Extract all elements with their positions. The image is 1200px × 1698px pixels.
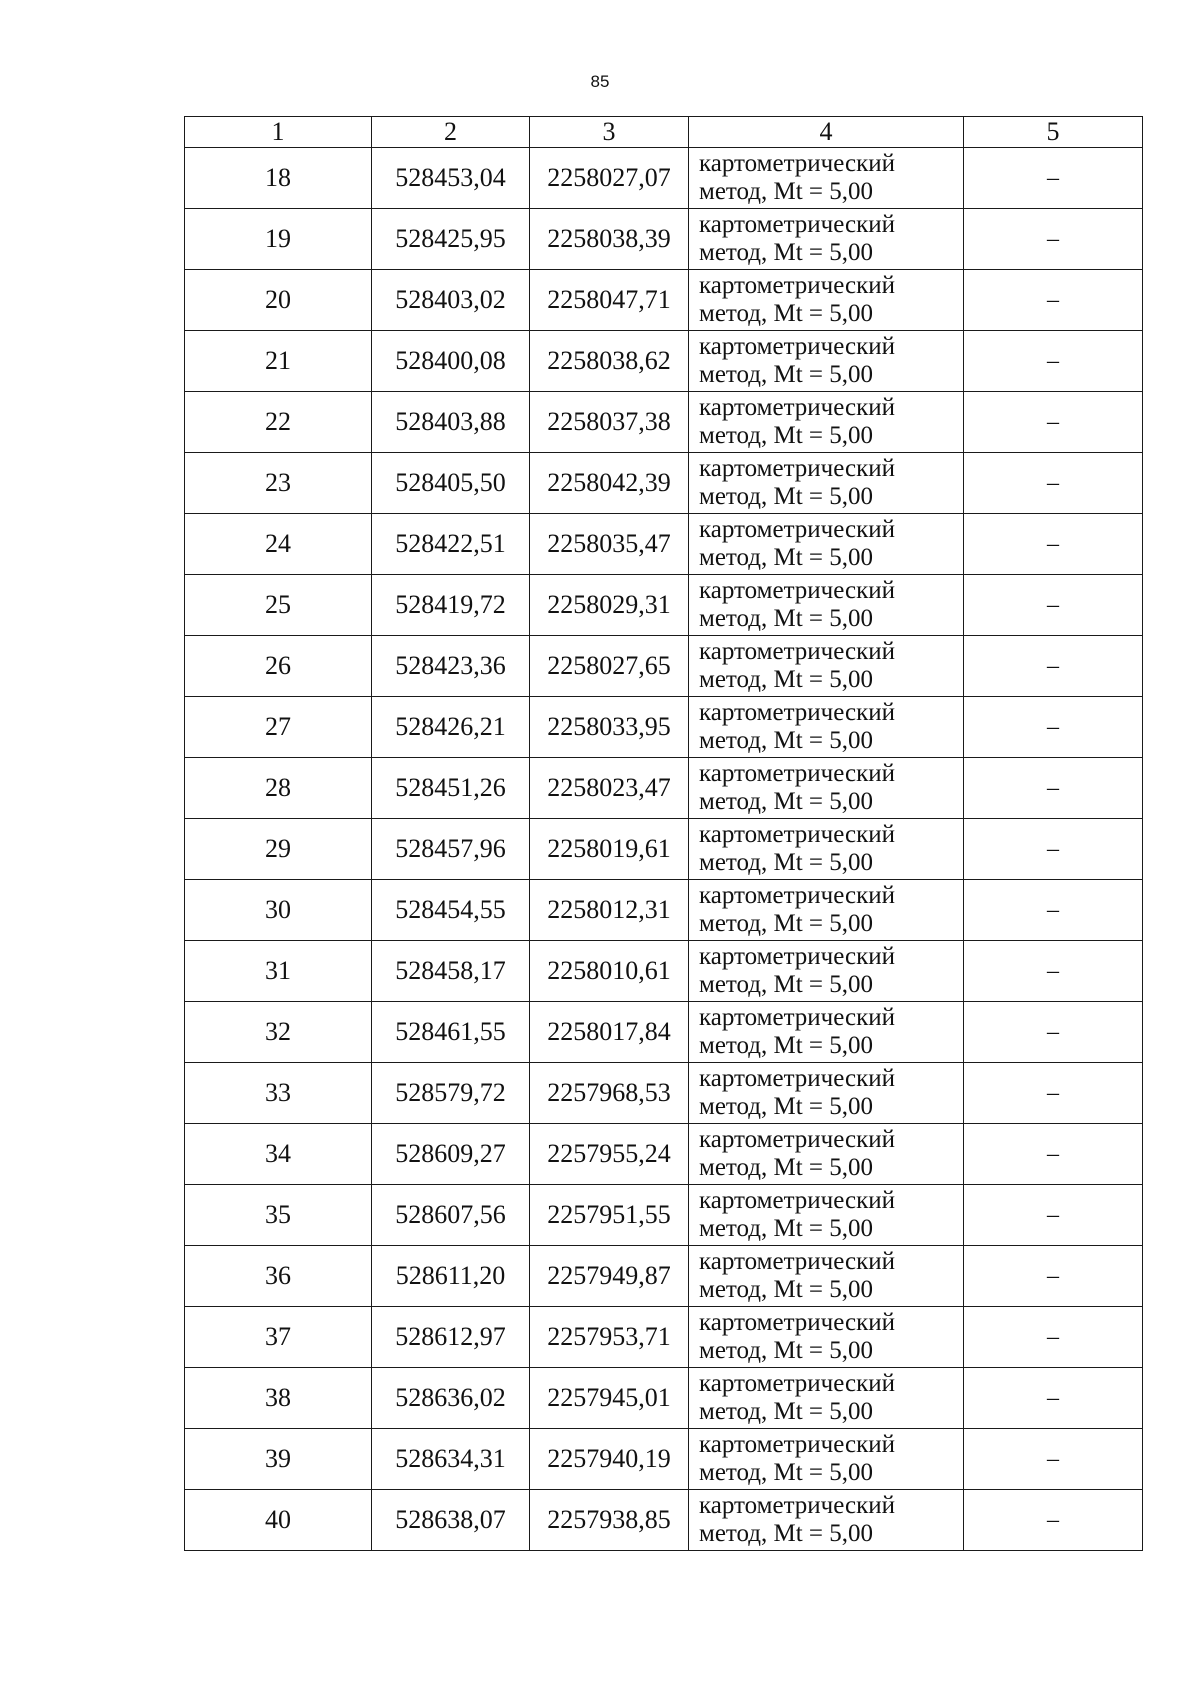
method-cell <box>689 1429 964 1490</box>
method-line-1: картометрический <box>699 882 895 909</box>
point-number: 36 <box>185 1246 372 1307</box>
method-cell <box>689 1246 964 1307</box>
method-line-1: картометрический <box>699 943 895 970</box>
method-line-2: метод, Mt = 5,00 <box>699 422 874 449</box>
table-row <box>185 1429 1143 1490</box>
col5-value: – <box>964 1063 1143 1124</box>
col5-value: – <box>964 392 1143 453</box>
coordinate-x: 528403,02 <box>372 270 530 331</box>
method-line-1: картометрический <box>699 760 895 787</box>
point-number: 25 <box>185 575 372 636</box>
page-number: 85 <box>590 72 610 91</box>
method-line-2: метод, Mt = 5,00 <box>699 1032 874 1059</box>
coordinate-y: 2258027,07 <box>530 148 689 209</box>
coordinate-y: 2258029,31 <box>530 575 689 636</box>
method-line-1: картометрический <box>699 394 895 421</box>
coordinate-x: 528457,96 <box>372 819 530 880</box>
method-line-1: картометрический <box>699 272 895 299</box>
table-header <box>185 117 1143 148</box>
col5-value: – <box>964 1185 1143 1246</box>
method-line-2: метод, Mt = 5,00 <box>699 178 874 205</box>
coordinate-x: 528636,02 <box>372 1368 530 1429</box>
coordinate-x: 528579,72 <box>372 1063 530 1124</box>
col5-value: – <box>964 1124 1143 1185</box>
header-col-3: 3 <box>530 117 689 148</box>
method-line-1: картометрический <box>699 821 895 848</box>
method-line-2: метод, Mt = 5,00 <box>699 1215 874 1242</box>
method-cell <box>689 941 964 1002</box>
method-cell <box>689 1124 964 1185</box>
coordinate-x: 528451,26 <box>372 758 530 819</box>
method-cell <box>689 209 964 270</box>
method-cell <box>689 1307 964 1368</box>
method-line-1: картометрический <box>699 455 895 482</box>
coordinate-x: 528419,72 <box>372 575 530 636</box>
coordinate-x: 528607,56 <box>372 1185 530 1246</box>
coordinate-y: 2257968,53 <box>530 1063 689 1124</box>
method-cell <box>689 270 964 331</box>
table-row <box>185 514 1143 575</box>
point-number: 22 <box>185 392 372 453</box>
point-number: 24 <box>185 514 372 575</box>
method-line-1: картометрический <box>699 1492 895 1519</box>
point-number: 19 <box>185 209 372 270</box>
method-line-2: метод, Mt = 5,00 <box>699 544 874 571</box>
method-line-2: метод, Mt = 5,00 <box>699 1337 874 1364</box>
coordinate-y: 2258047,71 <box>530 270 689 331</box>
col5-value: – <box>964 819 1143 880</box>
method-line-1: картометрический <box>699 1370 895 1397</box>
method-line-1: картометрический <box>699 211 895 238</box>
coordinate-y: 2257951,55 <box>530 1185 689 1246</box>
method-cell <box>689 1368 964 1429</box>
method-line-2: метод, Mt = 5,00 <box>699 605 874 632</box>
table-row <box>185 453 1143 514</box>
coordinate-y: 2258037,38 <box>530 392 689 453</box>
coordinate-x: 528423,36 <box>372 636 530 697</box>
point-number: 26 <box>185 636 372 697</box>
col5-value: – <box>964 941 1143 1002</box>
col5-value: – <box>964 1307 1143 1368</box>
header-col-1: 1 <box>185 117 372 148</box>
table-row <box>185 1002 1143 1063</box>
col5-value: – <box>964 148 1143 209</box>
coordinate-x: 528634,31 <box>372 1429 530 1490</box>
method-line-2: метод, Mt = 5,00 <box>699 788 874 815</box>
coordinate-x: 528403,88 <box>372 392 530 453</box>
table-row <box>185 331 1143 392</box>
point-number: 33 <box>185 1063 372 1124</box>
method-cell <box>689 453 964 514</box>
coordinate-x: 528612,97 <box>372 1307 530 1368</box>
method-line-2: метод, Mt = 5,00 <box>699 1459 874 1486</box>
method-cell <box>689 758 964 819</box>
method-line-2: метод, Mt = 5,00 <box>699 727 874 754</box>
point-number: 31 <box>185 941 372 1002</box>
table-row <box>185 1490 1143 1551</box>
table-row <box>185 880 1143 941</box>
col5-value: – <box>964 1429 1143 1490</box>
point-number: 18 <box>185 148 372 209</box>
method-line-1: картометрический <box>699 577 895 604</box>
coordinate-y: 2258038,39 <box>530 209 689 270</box>
table-row <box>185 697 1143 758</box>
method-cell <box>689 1002 964 1063</box>
point-number: 37 <box>185 1307 372 1368</box>
method-cell <box>689 331 964 392</box>
coordinates-table <box>184 116 1143 1551</box>
coordinate-x: 528454,55 <box>372 880 530 941</box>
header-col-5: 5 <box>964 117 1143 148</box>
method-line-2: метод, Mt = 5,00 <box>699 666 874 693</box>
table-row <box>185 636 1143 697</box>
point-number: 38 <box>185 1368 372 1429</box>
coordinate-x: 528461,55 <box>372 1002 530 1063</box>
coordinate-y: 2257955,24 <box>530 1124 689 1185</box>
method-line-2: метод, Mt = 5,00 <box>699 239 874 266</box>
col5-value: – <box>964 1368 1143 1429</box>
coordinate-x: 528400,08 <box>372 331 530 392</box>
method-cell <box>689 880 964 941</box>
method-line-1: картометрический <box>699 699 895 726</box>
point-number: 21 <box>185 331 372 392</box>
coordinate-y: 2257945,01 <box>530 1368 689 1429</box>
method-line-2: метод, Mt = 5,00 <box>699 1398 874 1425</box>
point-number: 20 <box>185 270 372 331</box>
method-line-2: метод, Mt = 5,00 <box>699 361 874 388</box>
col5-value: – <box>964 1246 1143 1307</box>
col5-value: – <box>964 575 1143 636</box>
coordinate-y: 2258038,62 <box>530 331 689 392</box>
coordinate-y: 2257953,71 <box>530 1307 689 1368</box>
point-number: 29 <box>185 819 372 880</box>
coordinate-x: 528458,17 <box>372 941 530 1002</box>
col5-value: – <box>964 453 1143 514</box>
coordinate-x: 528422,51 <box>372 514 530 575</box>
coordinate-y: 2257949,87 <box>530 1246 689 1307</box>
table-row <box>185 148 1143 209</box>
method-line-2: метод, Mt = 5,00 <box>699 849 874 876</box>
col5-value: – <box>964 331 1143 392</box>
method-line-1: картометрический <box>699 1431 895 1458</box>
table-row <box>185 819 1143 880</box>
col5-value: – <box>964 697 1143 758</box>
col5-value: – <box>964 209 1143 270</box>
table-row <box>185 1246 1143 1307</box>
method-cell <box>689 392 964 453</box>
coordinate-x: 528425,95 <box>372 209 530 270</box>
method-cell <box>689 575 964 636</box>
col5-value: – <box>964 514 1143 575</box>
method-cell <box>689 1185 964 1246</box>
table-row <box>185 209 1143 270</box>
point-number: 30 <box>185 880 372 941</box>
method-line-2: метод, Mt = 5,00 <box>699 483 874 510</box>
col5-value: – <box>964 758 1143 819</box>
point-number: 35 <box>185 1185 372 1246</box>
table-row <box>185 270 1143 331</box>
method-cell <box>689 148 964 209</box>
coordinate-x: 528453,04 <box>372 148 530 209</box>
method-cell <box>689 697 964 758</box>
method-line-2: метод, Mt = 5,00 <box>699 1154 874 1181</box>
coordinate-y: 2258012,31 <box>530 880 689 941</box>
method-line-1: картометрический <box>699 1065 895 1092</box>
coordinate-x: 528609,27 <box>372 1124 530 1185</box>
table-row <box>185 941 1143 1002</box>
method-line-1: картометрический <box>699 638 895 665</box>
method-line-1: картометрический <box>699 150 895 177</box>
table-row <box>185 575 1143 636</box>
coordinate-x: 528611,20 <box>372 1246 530 1307</box>
coordinate-x: 528638,07 <box>372 1490 530 1551</box>
header-row <box>185 117 1143 148</box>
coordinate-x: 528426,21 <box>372 697 530 758</box>
point-number: 39 <box>185 1429 372 1490</box>
coordinate-y: 2258033,95 <box>530 697 689 758</box>
coordinate-y: 2257938,85 <box>530 1490 689 1551</box>
method-line-2: метод, Mt = 5,00 <box>699 1276 874 1303</box>
method-cell <box>689 636 964 697</box>
method-line-1: картометрический <box>699 1248 895 1275</box>
col5-value: – <box>964 1002 1143 1063</box>
method-line-1: картометрический <box>699 1187 895 1214</box>
method-cell <box>689 1490 964 1551</box>
method-line-2: метод, Mt = 5,00 <box>699 910 874 937</box>
header-col-2: 2 <box>372 117 530 148</box>
point-number: 27 <box>185 697 372 758</box>
table-row <box>185 758 1143 819</box>
col5-value: – <box>964 270 1143 331</box>
table-row <box>185 1124 1143 1185</box>
point-number: 28 <box>185 758 372 819</box>
method-line-1: картометрический <box>699 516 895 543</box>
point-number: 34 <box>185 1124 372 1185</box>
coordinate-y: 2257940,19 <box>530 1429 689 1490</box>
method-line-2: метод, Mt = 5,00 <box>699 1520 874 1547</box>
table-row <box>185 1368 1143 1429</box>
table-row <box>185 1185 1143 1246</box>
table-row <box>185 1307 1143 1368</box>
coordinate-y: 2258019,61 <box>530 819 689 880</box>
table-body <box>185 148 1143 1551</box>
method-line-1: картометрический <box>699 1004 895 1031</box>
coordinate-x: 528405,50 <box>372 453 530 514</box>
method-line-1: картометрический <box>699 333 895 360</box>
method-line-2: метод, Mt = 5,00 <box>699 971 874 998</box>
point-number: 40 <box>185 1490 372 1551</box>
coordinate-y: 2258027,65 <box>530 636 689 697</box>
method-line-2: метод, Mt = 5,00 <box>699 300 874 327</box>
coordinate-y: 2258023,47 <box>530 758 689 819</box>
point-number: 32 <box>185 1002 372 1063</box>
method-cell <box>689 1063 964 1124</box>
col5-value: – <box>964 880 1143 941</box>
method-line-1: картометрический <box>699 1126 895 1153</box>
col5-value: – <box>964 1490 1143 1551</box>
method-cell <box>689 514 964 575</box>
header-col-4: 4 <box>689 117 964 148</box>
coordinate-y: 2258035,47 <box>530 514 689 575</box>
method-line-2: метод, Mt = 5,00 <box>699 1093 874 1120</box>
col5-value: – <box>964 636 1143 697</box>
table-row <box>185 1063 1143 1124</box>
method-line-1: картометрический <box>699 1309 895 1336</box>
coordinate-y: 2258042,39 <box>530 453 689 514</box>
coordinate-y: 2258017,84 <box>530 1002 689 1063</box>
point-number: 23 <box>185 453 372 514</box>
table-row <box>185 392 1143 453</box>
method-cell <box>689 819 964 880</box>
coordinate-y: 2258010,61 <box>530 941 689 1002</box>
